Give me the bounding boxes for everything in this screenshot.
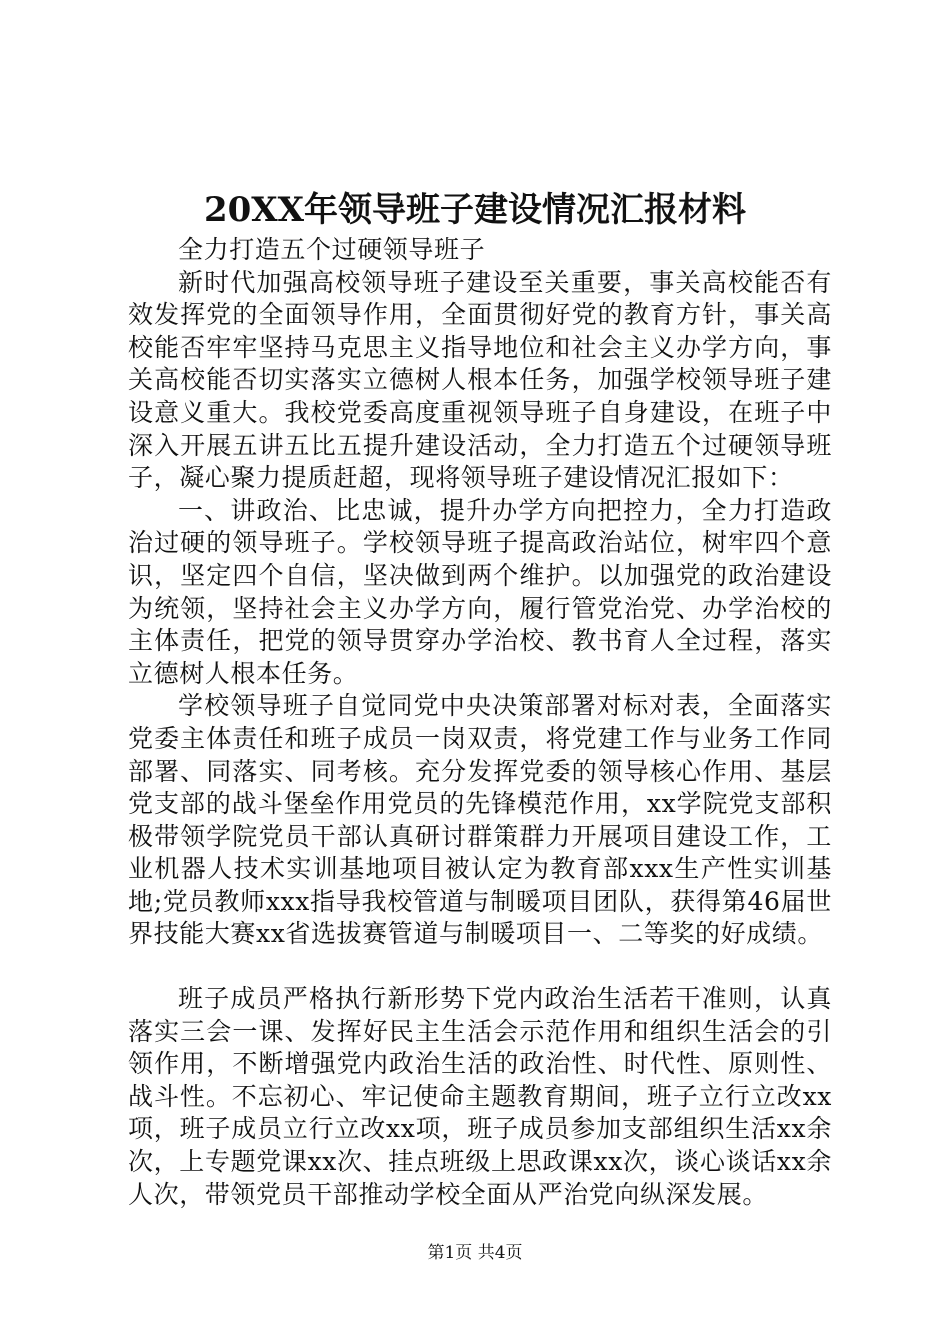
page-number-footer: 第1页 共4页: [427, 1243, 523, 1263]
paragraph-intro: 新时代加强高校领导班子建设至关重要，事关高校能否有效发挥党的全面领导作用，全面贯彻好党的教育方针，事关高校能否牢牢坚持马克思主义指导地位和社会主义办学方向，事关高校能否切实落实立德树人根本任务，加强学校领导班子建设意义重大。我校党委高度重视领导班子自身建设，在班子中深入开展五讲五比五提升建设活动，全力打造五个过硬领导班子，凝心聚力提质赶超，现将领导班子建设情况汇报如下：: [128, 267, 832, 493]
document-body: [128, 234, 832, 1211]
document-subtitle: 全力打造五个过硬领导班子: [178, 235, 486, 264]
paragraph-political-life: 班子成员严格执行新形势下党内政治生活若干准则，认真落实三会一课、发挥好民主生活会示范作用和组织生活会的引领作用，不断增强党内政治生活的政治性、时代性、原则性、战斗性。不忘初心、牢记使命主题教育期间，班子立行立改xx项，班子成员立行立改xx项，班子成员参加支部组织生活xx余次，上专题党课xx次、挂点班级上思政课xx次，谈心谈话xx余人次，带领党员干部推动学校全面从严治党向纵深发展。: [128, 984, 832, 1209]
document-title: 20XX年领导班子建设情况汇报材料: [203, 190, 747, 230]
paragraph-section-one: 一、讲政治、比忠诚，提升办学方向把控力，全力打造政治过硬的领导班子。学校领导班子提高政治站位，树牢四个意识，坚定四个自信，坚决做到两个维护。以加强党的政治建设为统领，坚持社会主义办学方向，履行管党治党、办学治校的主体责任，把党的领导贯穿办学治校、教书育人全过程，落实立德树人根本任务。: [128, 495, 832, 688]
paragraph-party-building: 学校领导班子自觉同党中央决策部署对标对表，全面落实党委主体责任和班子成员一岗双责，将党建工作与业务工作同部署、同落实、同考核。充分发挥党委的领导核心作用、基层党支部的战斗堡垒作用党员的先锋模范作用，xx学院党支部积极带领学院党员干部认真研讨群策群力开展项目建设工作，工业机器人技术实训基地项目被认定为教育部xxx生产性实训基地;党员教师xxx指导我校管道与制暖项目团队，获得第46届世界技能大赛xx省选拔赛管道与制暖项目一、二等奖的好成绩。: [128, 691, 832, 949]
paragraph-spacer: [128, 951, 832, 983]
